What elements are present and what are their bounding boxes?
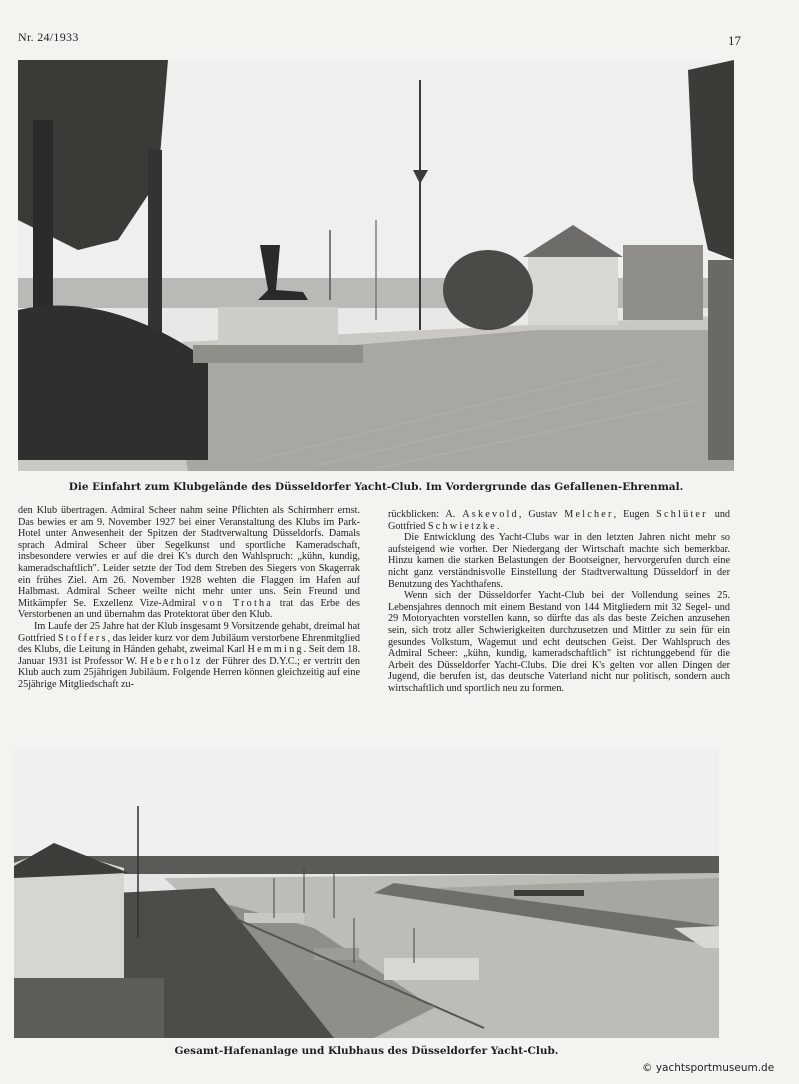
- name-schlueter: Schlüter: [656, 509, 708, 520]
- name-von-trotha: von Trotha: [202, 597, 274, 609]
- harbour-overview-photo: [14, 748, 719, 1038]
- page-number: 17: [728, 33, 741, 48]
- name-askevold: Askevold: [462, 509, 519, 520]
- text-run: , das leider kurz vor dem Jubiläum verstorbene Ehrenmitglied des Klubs, die Leitung in Händen gehabt, zweimal Karl: [18, 632, 360, 656]
- text-run: . Seit dem 18. Januar 1931 ist Professor W.: [18, 644, 361, 667]
- paragraph: Die Entwicklung des Yacht-Clubs war in den letzten Jahren nicht mehr so aufsteigend wie vorher. Der Niedergang der Wirtschaft machte sich bemerkbar. Hinzu kamen die starken Belastungen der Bootseigner, hervorgerufen durch eine nicht ganz verständnisvolle Einstellung der Stadtverwaltung Düsseldorf in der Benutzung des Yachthafens.: [388, 532, 730, 590]
- name-hemming: Hemming: [247, 644, 304, 656]
- top-photo-caption: Die Einfahrt zum Klubgelände des Düsseldorfer Yacht-Club. Im Vordergrunde das Gefallenen-Ehrenmal.: [68, 481, 684, 493]
- paragraph: [18, 621, 360, 691]
- text-run: und Gottfried: [388, 509, 730, 532]
- text-run: rückblicken: A.: [388, 509, 456, 520]
- text-run: den Klub übertragen. Admiral Scheer nahm seine Pflichten als Schirmherr ernst. Das bewies er am 9. November 1927 bei einer Veranstaltung des Klubs im Park-Hotel unter Anwesenheit der Spitzen der Stadtverwaltung Düsseldorfs. Damals sprach Admiral Scheer über Segelkunst und sportliche Kameradschaft, insbesondere verwies er auf die drei K's durch den Wahlspruch: „kühn, kundig, kameradschaftlich". Leider setzte der Tod dem Streben des Siegers von Skagerrak ein frühes Ziel. Am 26. November 1928 wehten die Flaggen im Hafen auf Halbmast. Admiral Scheer weilte nicht mehr unter uns. Sein Freund und Mitkämpfer Se. Exzellenz Vize-Admiral: [18, 505, 360, 609]
- club-entrance-photo: [18, 60, 734, 471]
- issue-number: Nr. 24/1933: [18, 30, 79, 44]
- text-run: Im Laufe der 25 Jahre hat der Klub insgesamt 9 Vorsitzende gehabt, dreimal hat Gottfried: [18, 620, 360, 644]
- name-stoffers: Stoffers: [57, 632, 108, 644]
- bottom-photo-caption: Gesamt-Hafenanlage und Klubhaus des Düsseldorfer Yacht-Club.: [174, 1045, 559, 1057]
- text-run: , Gustav: [518, 509, 558, 520]
- watermark: © yachtsportmuseum.de: [642, 1062, 775, 1074]
- name-schwietzke: Schwietzke: [427, 520, 497, 532]
- text-run: , Eugen: [613, 509, 650, 520]
- paragraph: [388, 509, 730, 532]
- article-column-left: [18, 505, 360, 691]
- name-heberholz: Heberholz: [140, 655, 203, 667]
- text-run: der Führer des D.Y.C.; er vertritt den Klub auch zum 25jährigen Jubiläum. Folgende Herren können gleichzeitig auf eine 25jährige Mitgliedschaft zu-: [18, 655, 361, 690]
- article-column-right: [388, 509, 730, 695]
- text-run: .: [496, 520, 500, 532]
- paragraph: [18, 505, 360, 621]
- name-melcher: Melcher: [564, 509, 614, 520]
- text-run: trat das Erbe des Verstorbenen an und übernahm das Protektorat über den Klub.: [18, 597, 361, 621]
- paragraph: Wenn sich der Düsseldorfer Yacht-Club bei der Vollendung seines 25. Lebensjahres dennoch mit einem Bestand von 144 Mitgliedern mit 32 Segel- und 29 Motoryachten vorstellen kann, so dürfte das als das beste Zeichen anzusehen sein, sich trotz aller Schwierigkeiten durchzusetzen und Mittler zu sein für ein gesundes Volkstum, Wagemut und echt deutschen Geist. Der Wahlspruch des Admiral Scheer: „kühn, kundig, kameradschaftlich" ist richtunggebend für die Arbeit des Düsseldorfer Yacht-Clubs. Die drei K's gelten vor allen Dingen der Jugend, die berufen ist, das deutsche Vaterland nicht nur politisch, sondern auch wirtschaftlich und sportlich neu zu formen.: [388, 590, 730, 694]
